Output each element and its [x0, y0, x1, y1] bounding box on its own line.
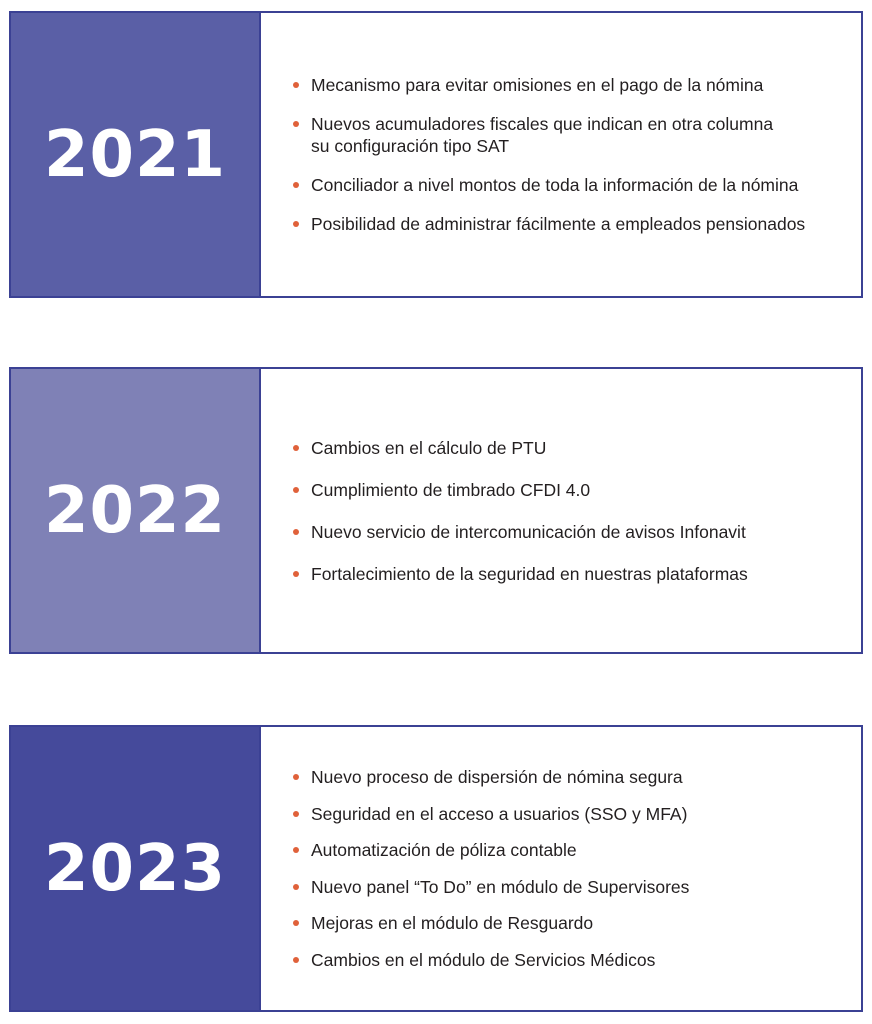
feature-list-2023: [293, 766, 841, 971]
bullet-icon: [293, 774, 299, 780]
items-panel-2021: [261, 13, 861, 296]
list-item: [293, 839, 841, 861]
list-item: [293, 213, 841, 235]
list-item: [293, 563, 841, 585]
list-item: [293, 912, 841, 934]
year-panel-2021: [11, 13, 261, 296]
bullet-icon: [293, 221, 299, 227]
item-text: Seguridad en el acceso a usuarios (SSO y MFA): [311, 803, 688, 824]
item-text: Cambios en el cálculo de PTU: [311, 437, 547, 458]
bullet-icon: [293, 82, 299, 88]
feature-list-2022: [293, 437, 841, 585]
item-text: Fortalecimiento de la seguridad en nuestras plataformas: [311, 563, 748, 584]
list-item: [293, 803, 841, 825]
item-text: Automatización de póliza contable: [311, 840, 577, 861]
item-text: Nuevos acumuladores fiscales que indican en otra columna su configuración tipo SAT: [311, 114, 774, 156]
feature-list-2021: [293, 74, 841, 235]
bullet-icon: [293, 445, 299, 451]
year-label-2021: 2021: [43, 117, 227, 192]
bullet-icon: [293, 811, 299, 817]
item-text: Posibilidad de administrar fácilmente a empleados pensionados: [311, 214, 806, 234]
item-text: Nuevo servicio de intercomunicación de avisos Infonavit: [311, 521, 746, 542]
items-panel-2022: [261, 369, 861, 652]
list-item: [293, 766, 841, 788]
bullet-icon: [293, 529, 299, 535]
item-text: Cumplimiento de timbrado CFDI 4.0: [311, 479, 591, 500]
list-item: [293, 521, 841, 543]
year-label-2023: 2023: [43, 831, 227, 906]
bullet-icon: [293, 884, 299, 890]
year-panel-2022: [11, 369, 261, 652]
list-item: [293, 113, 841, 157]
item-text: Mejoras en el módulo de Resguardo: [311, 913, 594, 934]
bullet-icon: [293, 847, 299, 853]
year-card-2023: [9, 725, 863, 1012]
bullet-icon: [293, 571, 299, 577]
year-card-2021: [9, 11, 863, 298]
bullet-icon: [293, 487, 299, 493]
item-text: Nuevo panel “To Do” en módulo de Supervisores: [311, 876, 690, 897]
item-text: Nuevo proceso de dispersión de nómina segura: [311, 767, 683, 788]
item-text: Mecanismo para evitar omisiones en el pago de la nómina: [311, 75, 764, 95]
item-text: Conciliador a nivel montos de toda la información de la nómina: [311, 175, 799, 195]
list-item: [293, 74, 841, 96]
year-card-2022: [9, 367, 863, 654]
items-panel-2023: [261, 727, 861, 1010]
list-item: [293, 479, 841, 501]
year-panel-2023: [11, 727, 261, 1010]
bullet-icon: [293, 121, 299, 127]
item-text: Cambios en el módulo de Servicios Médicos: [311, 949, 656, 970]
list-item: [293, 876, 841, 898]
year-label-2022: 2022: [43, 473, 227, 548]
bullet-icon: [293, 957, 299, 963]
bullet-icon: [293, 182, 299, 188]
list-item: [293, 949, 841, 971]
bullet-icon: [293, 920, 299, 926]
list-item: [293, 437, 841, 459]
list-item: [293, 174, 841, 196]
